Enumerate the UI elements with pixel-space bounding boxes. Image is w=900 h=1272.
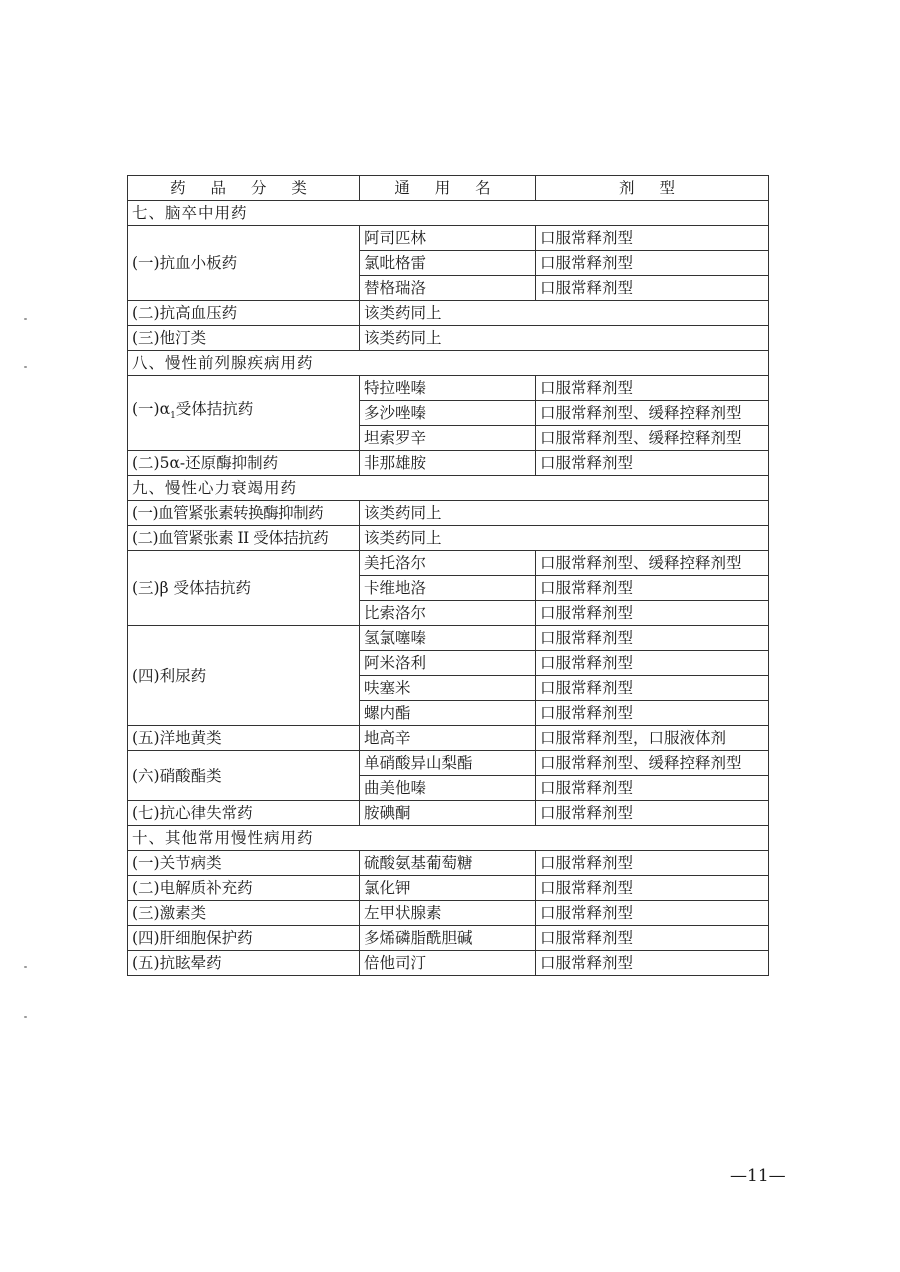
category-cell: (一)抗血小板药	[128, 226, 360, 301]
generic-name-cell: 硫酸氨基葡萄糖	[360, 851, 536, 876]
section-row	[128, 351, 769, 376]
category-cell: (二)电解质补充药	[128, 876, 360, 901]
category-cell: (一)关节病类	[128, 851, 360, 876]
dosage-form-cell: 口服常释剂型	[536, 851, 769, 876]
table-row	[128, 501, 769, 526]
dosage-form-cell: 口服常释剂型、缓释控释剂型	[536, 401, 769, 426]
dosage-form-cell: 口服常释剂型	[536, 651, 769, 676]
dosage-form-cell: 口服常释剂型	[536, 601, 769, 626]
scan-speck	[24, 966, 27, 968]
generic-name-cell: 阿米洛利	[360, 651, 536, 676]
dosage-form-cell: 口服常释剂型	[536, 926, 769, 951]
drug-catalog-table	[127, 175, 769, 976]
table-header-row	[128, 176, 769, 201]
category-cell: (二)抗高血压药	[128, 301, 360, 326]
dosage-form-cell: 口服常释剂型	[536, 876, 769, 901]
dosage-form-cell: 口服常释剂型	[536, 951, 769, 976]
generic-name-cell: 比索洛尔	[360, 601, 536, 626]
table-row	[128, 951, 769, 976]
generic-name-cell: 非那雄胺	[360, 451, 536, 476]
category-cell: (五)洋地黄类	[128, 726, 360, 751]
category-cell: (五)抗眩晕药	[128, 951, 360, 976]
generic-name-cell: 该类药同上	[360, 301, 769, 326]
generic-name-cell: 倍他司汀	[360, 951, 536, 976]
table-row	[128, 876, 769, 901]
generic-name-cell: 该类药同上	[360, 326, 769, 351]
category-cell: (二)5α-还原酶抑制药	[128, 451, 360, 476]
table-row	[128, 326, 769, 351]
category-cell: (三)β 受体拮抗药	[128, 551, 360, 626]
section-title: 七、脑卒中用药	[128, 201, 769, 226]
dosage-form-cell: 口服常释剂型	[536, 776, 769, 801]
dosage-form-cell: 口服常释剂型、缓释控释剂型	[536, 751, 769, 776]
category-cell: (二)血管紧张素 II 受体拮抗药	[128, 526, 360, 551]
generic-name-cell: 该类药同上	[360, 526, 769, 551]
generic-name-cell: 多沙唑嗪	[360, 401, 536, 426]
dosage-form-cell: 口服常释剂型，口服液体剂	[536, 726, 769, 751]
generic-name-cell: 替格瑞洛	[360, 276, 536, 301]
table-row	[128, 301, 769, 326]
section-title: 八、慢性前列腺疾病用药	[128, 351, 769, 376]
section-row	[128, 201, 769, 226]
section-title: 十、其他常用慢性病用药	[128, 826, 769, 851]
category-cell: (四)利尿药	[128, 626, 360, 726]
section-title: 九、慢性心力衰竭用药	[128, 476, 769, 501]
generic-name-cell: 呋塞米	[360, 676, 536, 701]
table-row	[128, 551, 769, 576]
generic-name-cell: 多烯磷脂酰胆碱	[360, 926, 536, 951]
table-row	[128, 451, 769, 476]
category-subscript: 1	[170, 411, 176, 422]
table-row	[128, 526, 769, 551]
header-category: 药 品 分 类	[128, 176, 360, 201]
table-row	[128, 726, 769, 751]
generic-name-cell: 螺内酯	[360, 701, 536, 726]
category-cell: (四)肝细胞保护药	[128, 926, 360, 951]
header-dosage-form: 剂 型	[536, 176, 769, 201]
generic-name-cell: 曲美他嗪	[360, 776, 536, 801]
table-row	[128, 851, 769, 876]
dosage-form-cell: 口服常释剂型、缓释控释剂型	[536, 426, 769, 451]
generic-name-cell: 该类药同上	[360, 501, 769, 526]
generic-name-cell: 单硝酸异山梨酯	[360, 751, 536, 776]
category-cell	[128, 376, 360, 451]
table-row	[128, 226, 769, 251]
dosage-form-cell: 口服常释剂型	[536, 276, 769, 301]
category-cell: (三)激素类	[128, 901, 360, 926]
scan-speck	[24, 1016, 27, 1018]
dosage-form-cell: 口服常释剂型、缓释控释剂型	[536, 551, 769, 576]
generic-name-cell: 胺碘酮	[360, 801, 536, 826]
generic-name-cell: 卡维地洛	[360, 576, 536, 601]
generic-name-cell: 氢氯噻嗪	[360, 626, 536, 651]
table-row	[128, 751, 769, 776]
page-number: —11—	[730, 1166, 786, 1186]
generic-name-cell: 氯吡格雷	[360, 251, 536, 276]
category-cell: (七)抗心律失常药	[128, 801, 360, 826]
generic-name-cell: 氯化钾	[360, 876, 536, 901]
table-row	[128, 926, 769, 951]
category-cell: (三)他汀类	[128, 326, 360, 351]
generic-name-cell: 阿司匹林	[360, 226, 536, 251]
table-row	[128, 626, 769, 651]
section-row	[128, 826, 769, 851]
generic-name-cell: 美托洛尔	[360, 551, 536, 576]
table-row	[128, 901, 769, 926]
generic-name-cell: 特拉唑嗪	[360, 376, 536, 401]
dosage-form-cell: 口服常释剂型	[536, 626, 769, 651]
dosage-form-cell: 口服常释剂型	[536, 576, 769, 601]
category-prefix: (一)α	[132, 400, 171, 419]
category-suffix: 受体拮抗药	[175, 400, 254, 419]
generic-name-cell: 地高辛	[360, 726, 536, 751]
dosage-form-cell: 口服常释剂型	[536, 451, 769, 476]
dosage-form-cell: 口服常释剂型	[536, 251, 769, 276]
scan-speck	[24, 318, 27, 320]
category-cell: (六)硝酸酯类	[128, 751, 360, 801]
table-row	[128, 801, 769, 826]
dosage-form-cell: 口服常释剂型	[536, 801, 769, 826]
category-cell: (一)血管紧张素转换酶抑制药	[128, 501, 360, 526]
header-generic-name: 通 用 名	[360, 176, 536, 201]
dosage-form-cell: 口服常释剂型	[536, 226, 769, 251]
table-row	[128, 376, 769, 401]
dosage-form-cell: 口服常释剂型	[536, 376, 769, 401]
generic-name-cell: 坦索罗辛	[360, 426, 536, 451]
section-row	[128, 476, 769, 501]
dosage-form-cell: 口服常释剂型	[536, 676, 769, 701]
dosage-form-cell: 口服常释剂型	[536, 901, 769, 926]
generic-name-cell: 左甲状腺素	[360, 901, 536, 926]
scan-speck	[24, 366, 27, 368]
dosage-form-cell: 口服常释剂型	[536, 701, 769, 726]
